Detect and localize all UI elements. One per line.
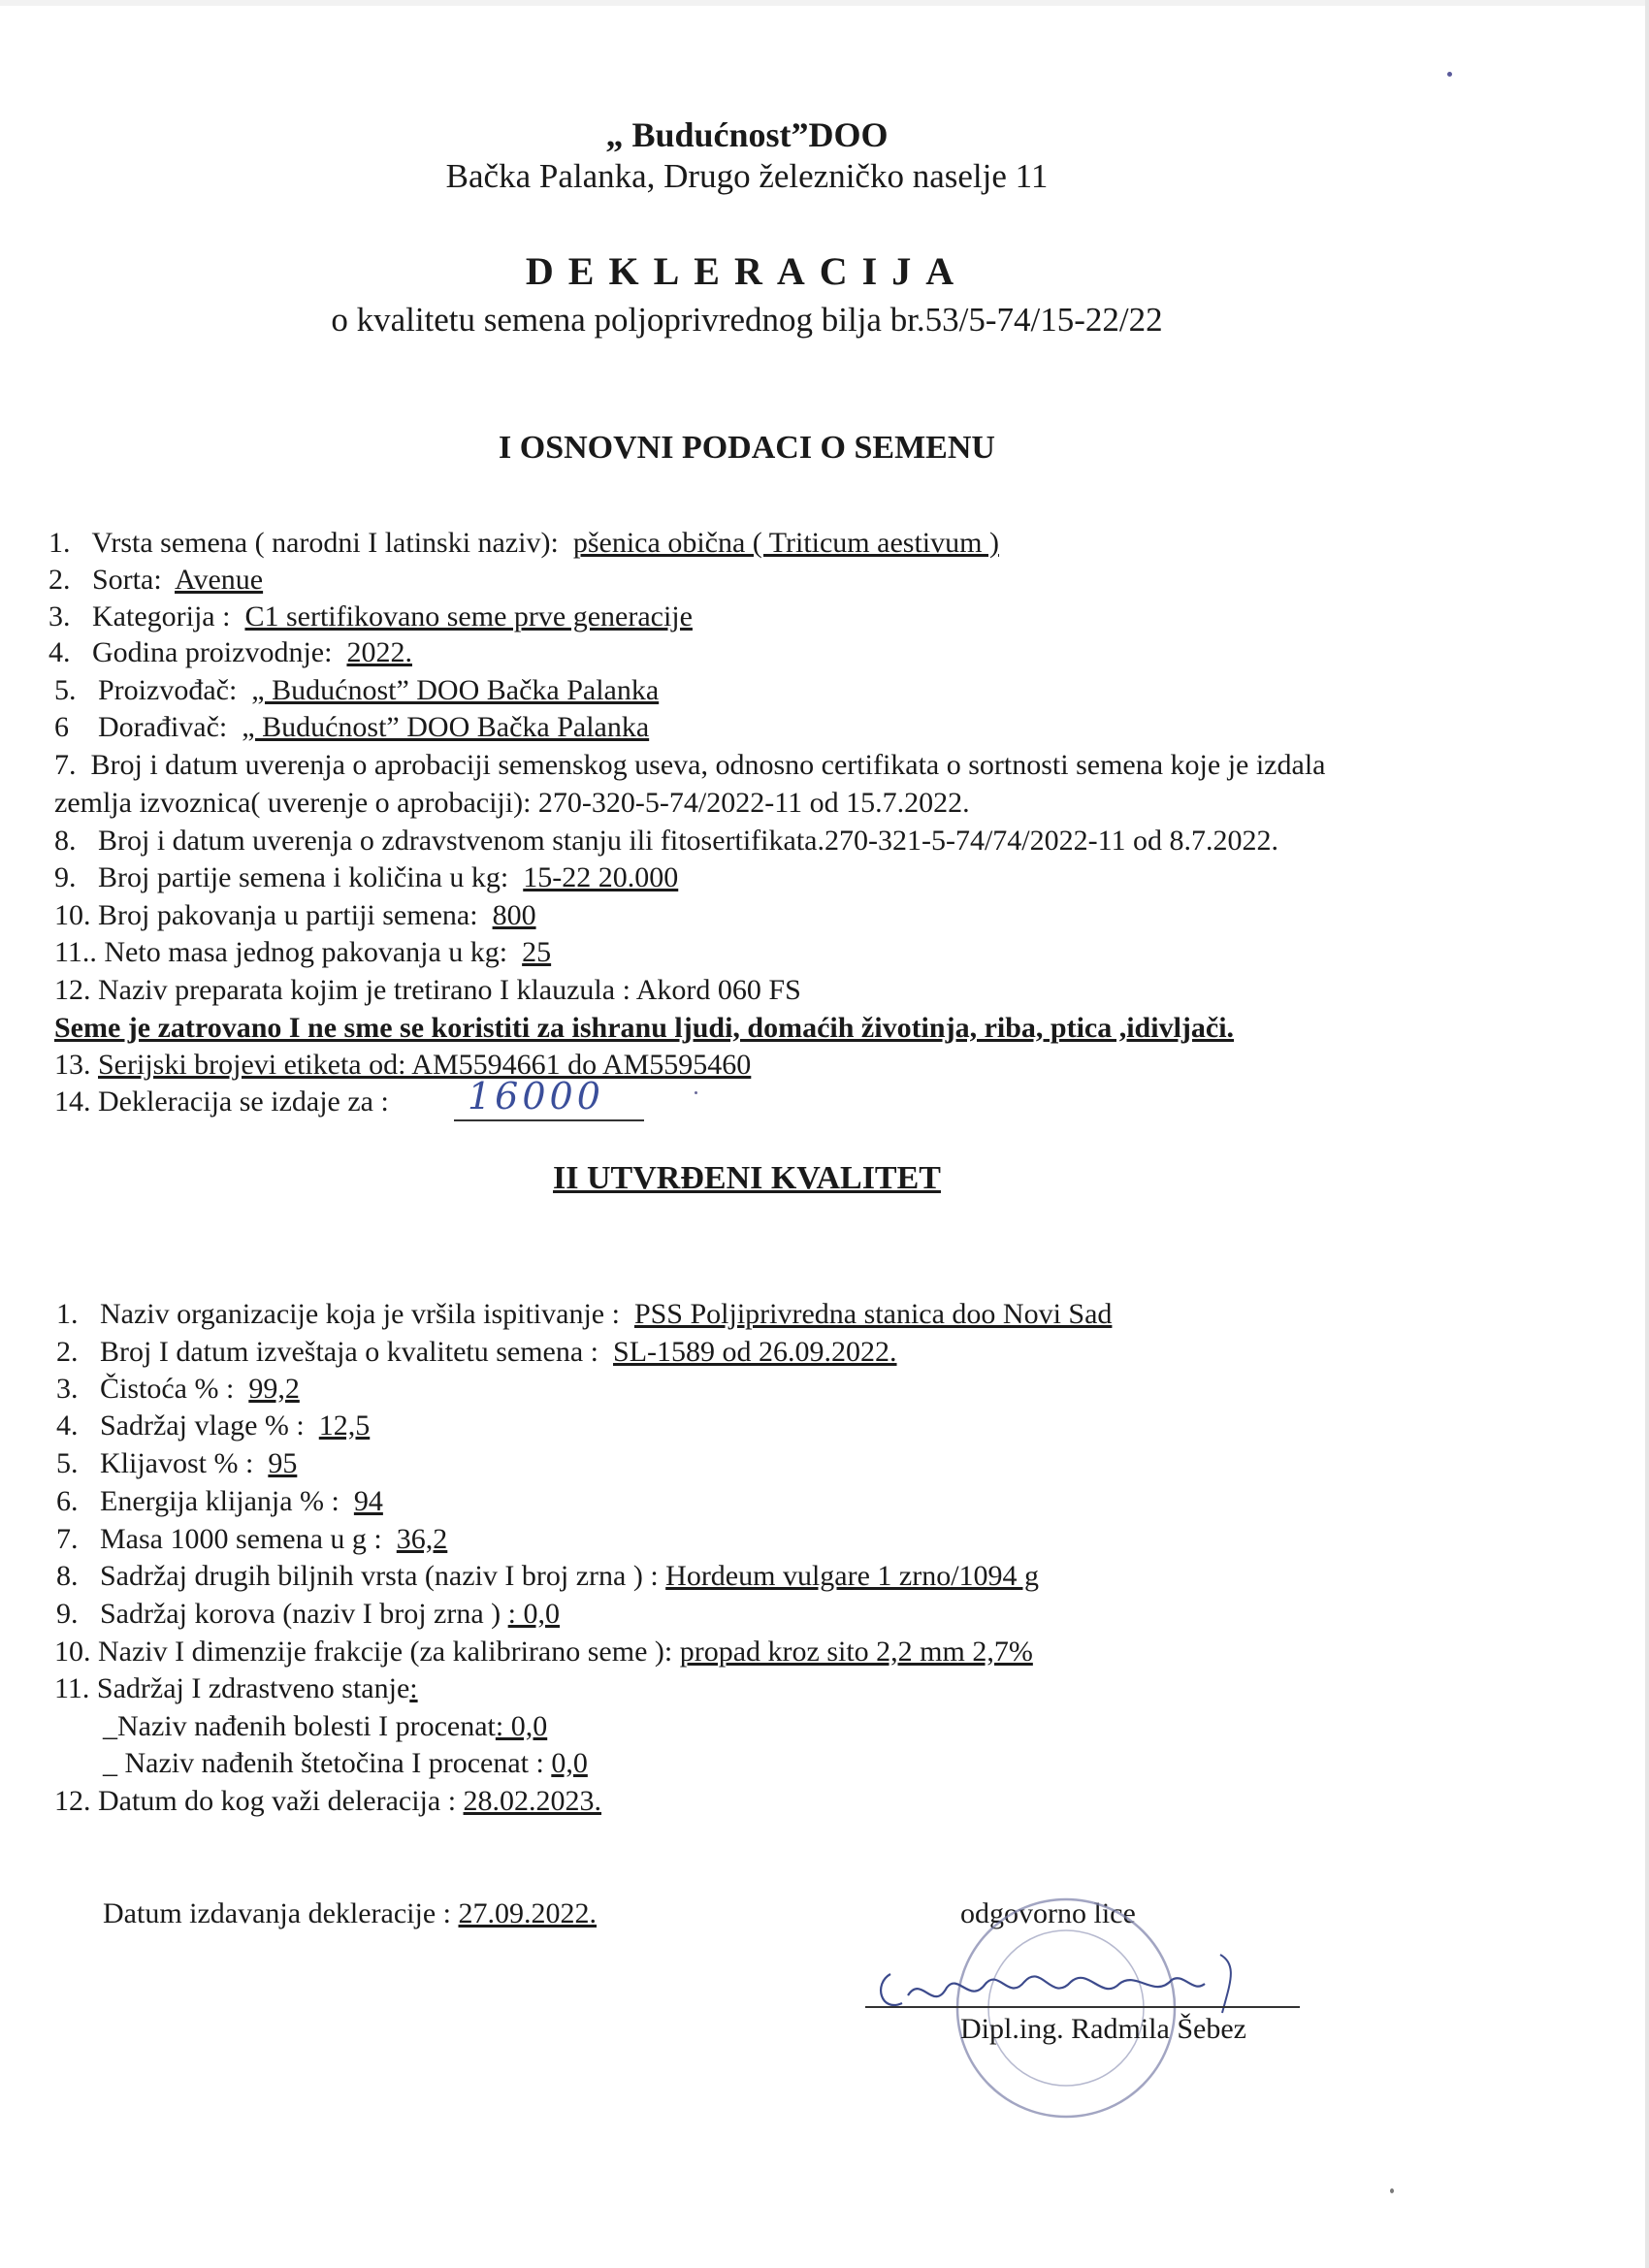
s1-item-13: 13. Serijski brojevi etiketa od: AM5594661 do AM5595460 [54, 1049, 752, 1081]
s1-item-1: 1. Vrsta semena ( narodni I latinski naziv): pšenica obična ( Triticum aestivum ) [48, 527, 999, 559]
s2-item-9: 9. Sadržaj korova (naziv I broj zrna ) : 0,0 [56, 1598, 560, 1630]
s1-item-10: 10. Broj pakovanja u partiji semena: 800 [54, 899, 536, 931]
scan-edge-top [0, 0, 1649, 6]
s1-item-2: 2. Sorta: Avenue [48, 564, 264, 596]
s2-item-8: 8. Sadržaj drugih biljnih vrsta (naziv I broj zrna ) : Hordeum vulgare 1 zrno/1094 g [56, 1560, 1040, 1592]
s2-item-6: 6. Energija klijanja % : 94 [56, 1485, 383, 1517]
s1-item-7: 7. Broj i datum uverenja o aprobaciji semenskog useva, odnosno certifikata o sortnosti semena koje je izdala [54, 749, 1326, 781]
s1-item-12: 12. Naziv preparata kojim je tretirano I klauzula : Akord 060 FS [54, 974, 801, 1006]
signatory-name: Dipl.ing. Radmila Šebez [960, 2013, 1246, 2045]
s1-item-8: 8. Broj i datum uverenja o zdravstvenom stanju ili fitosertifikata.270-321-5-74/74/2022-11 od 8.7.2022. [54, 825, 1278, 857]
s2-item-11-diseases: _Naziv nađenih bolesti I procenat: 0,0 [103, 1710, 548, 1742]
s1-item-9: 9. Broj partije semena i količina u kg: 15-22 20.000 [54, 861, 679, 893]
s1-item-3: 3. Kategorija : C1 sertifikovano seme prve generacije [48, 600, 693, 632]
responsible-person-label: odgovorno lice [960, 1897, 1136, 1929]
s2-item-7: 7. Masa 1000 semena u g : 36,2 [56, 1523, 448, 1555]
s2-item-4: 4. Sadržaj vlage % : 12,5 [56, 1409, 371, 1442]
signature-line [865, 2006, 1300, 2008]
s2-item-3: 3. Čistoća % : 99,2 [56, 1373, 300, 1405]
s2-item-1: 1. Naziv organizacije koja je vršila ispitivanje : PSS Poljiprivredna stanica doo Novi Sad [56, 1298, 1113, 1330]
handwritten-quantity: 16000 [468, 1075, 604, 1118]
handwritten-quantity-field [454, 1075, 644, 1121]
scan-speck [1390, 2188, 1394, 2193]
scan-speck [695, 1091, 697, 1094]
scan-edge-right [1645, 0, 1649, 2268]
s2-item-12: 12. Datum do kog važi deleracija : 28.02.2023. [54, 1785, 602, 1817]
s1-item-5: 5. Proizvođač: „ Budućnost” DOO Bačka Palanka [54, 674, 660, 706]
document-subtitle: o kvalitetu semena poljoprivrednog bilja br.53/5-74/15-22/22 [331, 301, 1163, 339]
s1-item-7-cont: zemlja izvoznica( uverenje o aprobaciji): 270-320-5-74/2022-11 od 15.7.2022. [54, 787, 970, 819]
s2-item-11: 11. Sadržaj I zdrastveno stanje: [54, 1672, 418, 1704]
s1-item-11: 11.. Neto masa jednog pakovanja u kg: 25 [54, 936, 552, 968]
scan-speck [1447, 72, 1452, 77]
s2-item-10: 10. Naziv I dimenzije frakcije (za kalibrirano seme ): propad kroz sito 2,2 mm 2,7% [54, 1636, 1033, 1668]
company-address: Bačka Palanka, Drugo železničko naselje 11 [445, 157, 1049, 195]
section-1-heading: I OSNOVNI PODACI O SEMENU [499, 430, 995, 466]
s2-item-11-pests: _ Naziv nađenih štetočina I procenat : 0,0 [103, 1747, 588, 1779]
section-2-heading: II UTVRĐENI KVALITET [553, 1160, 941, 1196]
poison-warning: Seme je zatrovano I ne sme se koristiti za ishranu ljudi, domaćih životinja, riba, ptica ,idivljači. [54, 1012, 1235, 1044]
s2-item-5: 5. Klijavost % : 95 [56, 1447, 298, 1479]
handwritten-signature [863, 1945, 1271, 2023]
s1-item-4: 4. Godina proizvodnje: 2022. [48, 636, 412, 668]
issue-date: Datum izdavanja dekleracije : 27.09.2022. [103, 1897, 597, 1929]
company-name: „ Budućnost”DOO [605, 115, 889, 154]
s2-item-2: 2. Broj I datum izveštaja o kvalitetu semena : SL-1589 od 26.09.2022. [56, 1336, 897, 1368]
document-title: DEKLERACIJA [525, 249, 969, 293]
s1-item-14: 14. Dekleracija se izdaje za : [54, 1085, 389, 1118]
s1-item-6: 6 Dorađivač: „ Budućnost” DOO Bačka Palanka [54, 711, 650, 743]
